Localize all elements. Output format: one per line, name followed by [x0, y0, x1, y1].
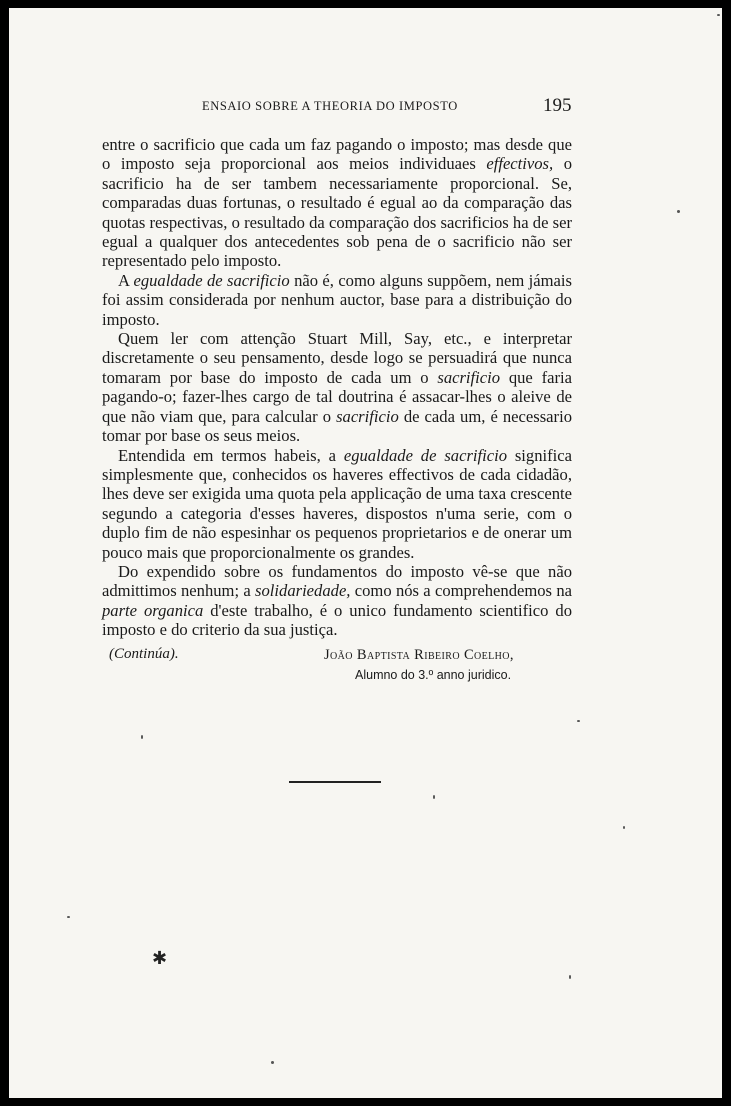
page: [9, 8, 722, 1098]
paper-speck: [67, 916, 70, 918]
closing-block: [9, 644, 722, 694]
text-run: não é, como alguns suppõem, nem jámais foi assim considerada por nenhum auctor, base para a distribuição do imposto.: [102, 270, 572, 329]
text-run: o sacrificio ha de ser tambem necessariamente proporcional. Se, comparadas duas fortunas, o resultado é egual ao da comparação das quotas respectivas, o resultado da comparação dos sacrificios ha de ser egual a qualquer dos antecedentes sob pena de o sacrificio não ser representado pelo imposto.: [102, 154, 573, 271]
paper-speck: [717, 14, 720, 16]
paper-speck: [623, 826, 625, 829]
end-rule-divider: [289, 781, 381, 783]
italic-run: solidariedade,: [255, 581, 351, 601]
italic-run: sacrificio: [336, 406, 399, 426]
author-affiliation: Alumno do 3.º anno juridico.: [355, 668, 512, 682]
paper-speck: [577, 720, 580, 722]
text-run: como nós a comprehendemos na: [350, 581, 572, 601]
italic-run: egualdade de sacrificio: [133, 270, 290, 290]
paper-speck: [141, 735, 143, 739]
continua-note: (Continúa).: [109, 646, 179, 662]
text-run: entre o sacrificio que cada um faz pagando o imposto; mas desde que o imposto seja proporcional aos meios individuaes: [102, 135, 572, 174]
text-run: A: [118, 270, 134, 290]
paragraph: [102, 446, 572, 562]
paper-speck: [271, 1061, 274, 1064]
text-run: Do expendido sobre os fundamentos do imposto vê-se que não admittimos nenhum; a: [102, 561, 572, 601]
paper-speck: [569, 975, 571, 979]
italic-run: egualdade de sacrificio: [343, 445, 507, 465]
running-head: [9, 95, 722, 125]
text-run: significa simplesmente que, conhecidos os haveres effectivos de cada cidadão, lhes deve ser exigida uma quota pela applicação de uma taxa crescente segundo a categoria d'esses haveres, dispostos n'uma serie, com o duplo fim de não espesinhar os pequenos proprietarios e de onerar um pouco mais que proporcionalmente os grandes.: [102, 445, 572, 562]
text-run: Entendida em termos habeis, a: [118, 445, 344, 465]
text-run: d'este trabalho, é o unico fundamento scientifico do imposto e do criterio da sua justiça.: [102, 600, 572, 640]
italic-run: parte organica: [102, 600, 204, 620]
italic-run: sacrificio: [437, 367, 501, 387]
paragraph: [102, 562, 572, 640]
italic-run: effectivos,: [486, 154, 554, 174]
body-text: [102, 135, 572, 640]
paragraph: [102, 329, 572, 445]
paragraph: [102, 135, 572, 271]
paragraph: [102, 271, 572, 329]
paper-speck: [677, 210, 680, 213]
page-number: 195: [543, 95, 572, 116]
running-title: ENSAIO SOBRE A THEORIA DO IMPOSTO: [202, 99, 458, 113]
text-run: de cada um, é necessario tomar por base os seus meios.: [102, 406, 572, 446]
ink-mark: ✱: [152, 948, 168, 968]
paper-speck: [433, 795, 435, 799]
text-run: que faria pagando-o; fazer-lhes cargo de tal doutrina é assacar-lhes o aleive de que não viam que, para calcular o: [102, 367, 572, 426]
text-run: Quem ler com attenção Stuart Mill, Say, etc., e interpretar discretamente o seu pensamento, desde logo se persuadirá que nunca tomaram por base do imposto de cada um o: [102, 329, 572, 387]
author-signature: João Baptista Ribeiro Coelho,: [324, 647, 514, 663]
